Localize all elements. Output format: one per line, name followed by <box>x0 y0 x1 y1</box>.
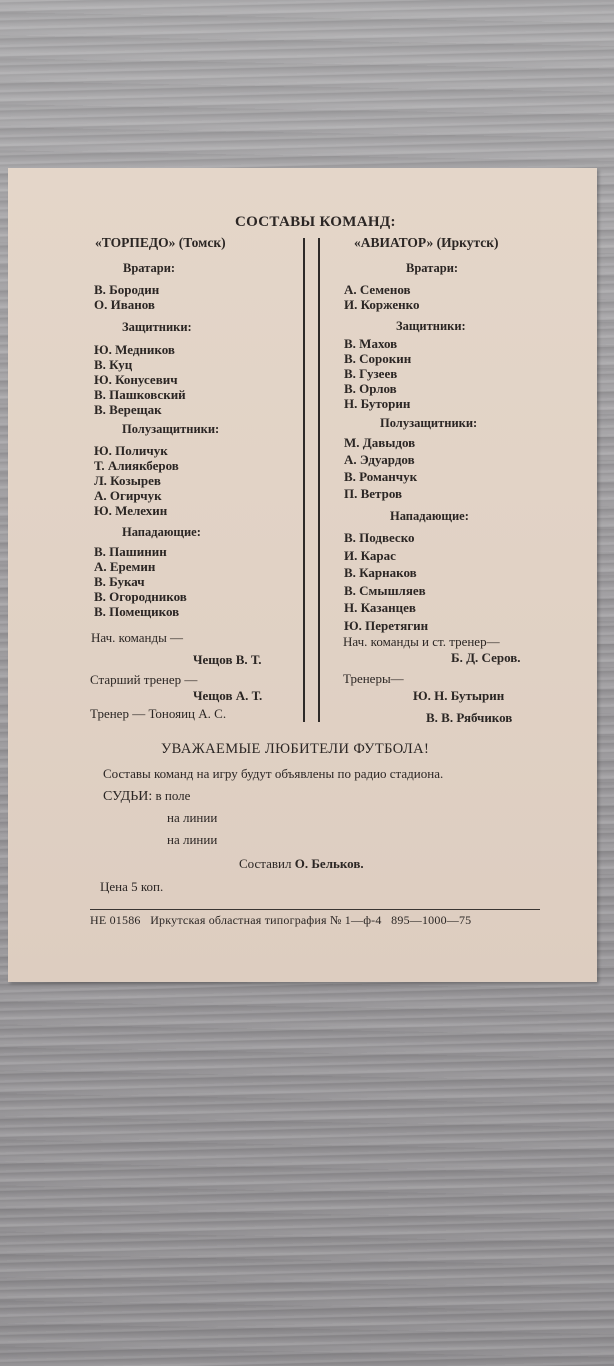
player: В. Бородин <box>94 282 160 297</box>
player: Т. Алиякберов <box>94 458 179 473</box>
right-goalkeepers-label: Вратари: <box>406 261 459 275</box>
referees-row <box>103 788 190 805</box>
left-goalkeepers-label: Вратари: <box>123 261 176 275</box>
left-senior-coach-name: Чещов А. Т. <box>193 688 263 703</box>
column-divider-left <box>303 238 305 722</box>
left-defenders-list <box>94 342 186 417</box>
player: Ю. Перетягин <box>344 617 429 633</box>
left-midfielders-label: Полузащитники: <box>122 422 220 436</box>
player: Ю. Поличук <box>94 443 168 458</box>
player: В. Пашковский <box>94 387 186 402</box>
right-defenders-label: Защитники: <box>396 319 466 333</box>
player: Н. Казанцев <box>344 600 416 616</box>
player: Ю. Мелехин <box>94 503 168 518</box>
player: В. Огородников <box>94 589 187 604</box>
right-midfielders-list <box>344 434 417 502</box>
right-head-name: Б. Д. Серов. <box>451 650 521 665</box>
compiled-by <box>239 856 364 872</box>
referees-label: СУДЬИ: <box>103 789 153 804</box>
player: А. Семенов <box>344 282 411 297</box>
right-forwards-list <box>344 529 428 635</box>
right-forwards-label: Нападающие: <box>390 509 469 523</box>
compiled-name: О. Бельков. <box>294 856 364 871</box>
left-head-label: Нач. команды — <box>91 630 184 645</box>
player: В. Пашинин <box>94 544 167 559</box>
player: А. Эдуардов <box>344 452 415 467</box>
column-divider-right <box>318 238 320 722</box>
player: В. Гузеев <box>344 366 398 381</box>
player: В. Карнаков <box>344 565 417 581</box>
right-coach-2: В. В. Рябчиков <box>426 710 513 725</box>
footer-rule <box>90 909 540 910</box>
player: Ю. Конусевич <box>94 372 178 387</box>
player: В. Смышляев <box>344 582 426 598</box>
left-goalkeepers-list <box>94 282 159 312</box>
player: Ю. Медников <box>94 342 175 357</box>
right-goalkeepers-list <box>344 282 419 312</box>
player: А. Огирчук <box>94 488 162 503</box>
team-left-name: «ТОРПЕДО» (Томск) <box>95 235 226 250</box>
player: В. Куц <box>94 357 133 372</box>
left-midfielders-list <box>94 443 179 518</box>
left-forwards-label: Нападающие: <box>122 525 201 539</box>
right-midfielders-label: Полузащитники: <box>380 416 478 430</box>
player: И. Карас <box>344 547 396 563</box>
left-forwards-list <box>94 544 187 619</box>
left-coach-line: Тренер — Тонояиц А. С. <box>90 706 227 721</box>
player: В. Сорокин <box>344 351 412 366</box>
player: В. Орлов <box>344 381 397 396</box>
right-head-label: Нач. команды и ст. тренер— <box>343 634 500 649</box>
program-sheet <box>8 168 597 982</box>
player: В. Букач <box>94 574 145 589</box>
player: Л. Козырев <box>94 473 161 488</box>
announcement-heading: УВАЖАЕМЫЕ ЛЮБИТЕЛИ ФУТБОЛА! <box>161 741 430 757</box>
page-title: СОСТАВЫ КОМАНД: <box>235 214 396 230</box>
referees-line-2: на линии <box>167 832 218 847</box>
player: И. Корженко <box>344 297 420 312</box>
left-senior-coach-label: Старший тренер — <box>90 672 198 687</box>
imprint: НЕ 01586 Иркутская областная типография № 1—ф-4 895—1000—75 <box>90 913 472 927</box>
player: О. Иванов <box>94 297 155 312</box>
left-head-name: Чещов В. Т. <box>193 652 262 667</box>
player: М. Давыдов <box>344 435 416 450</box>
price: Цена 5 коп. <box>100 879 164 894</box>
right-coaches-label: Тренеры— <box>343 671 404 686</box>
player: А. Еремин <box>94 559 156 574</box>
player: Н. Буторин <box>344 396 411 411</box>
player: В. Помещиков <box>94 604 180 619</box>
referees-line-1: на линии <box>167 810 218 825</box>
right-defenders-list <box>344 336 411 411</box>
right-coach-1: Ю. Н. Бутырин <box>413 688 505 703</box>
announcement-text: Составы команд на игру будут объявлены по радио стадиона. <box>103 766 444 781</box>
compiled-label: Составил <box>239 856 292 871</box>
player: П. Ветров <box>344 486 403 501</box>
player: В. Подвеско <box>344 530 415 545</box>
player: В. Верещак <box>94 402 162 417</box>
player: В. Романчук <box>344 469 418 484</box>
team-right-name: «АВИАТОР» (Иркутск) <box>354 235 499 250</box>
player: В. Махов <box>344 336 398 351</box>
referees-field: в поле <box>155 788 191 803</box>
left-defenders-label: Защитники: <box>122 320 192 334</box>
